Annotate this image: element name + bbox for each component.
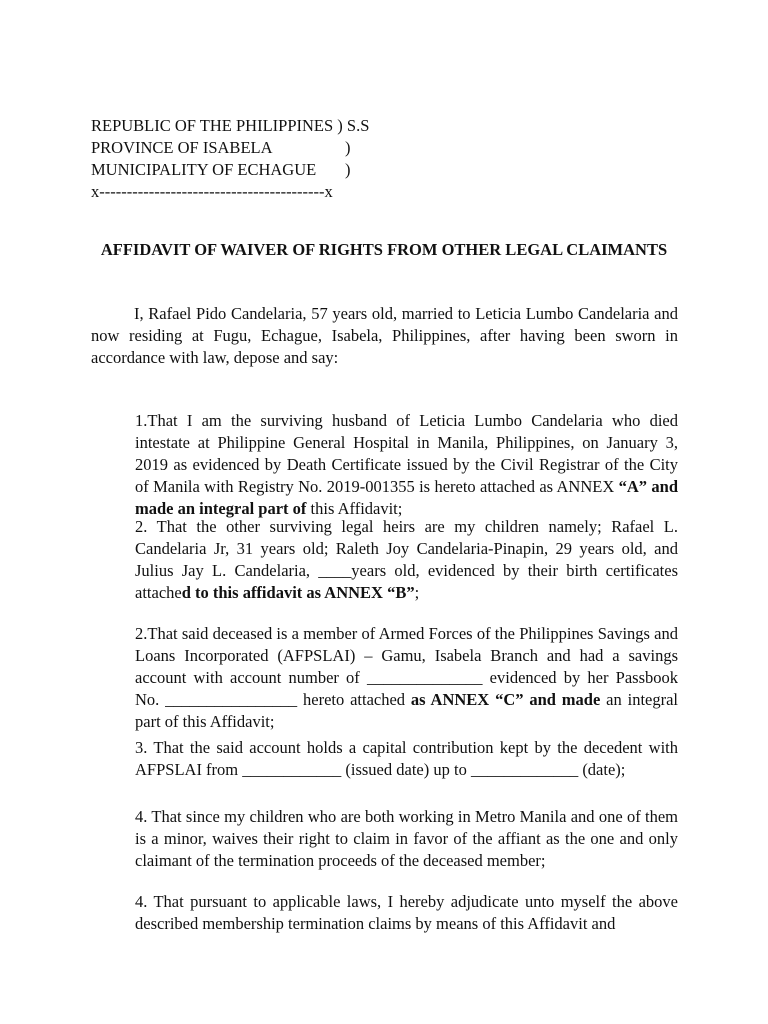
venue-line-municipality: MUNICIPALITY OF ECHAGUE ) <box>91 160 351 179</box>
intro-paragraph: I, Rafael Pido Candelaria, 57 years old, married to Leticia Lumbo Candelaria and now residing at Fugu, Echague, Isabela, Philippines, after having been sworn in accordance with law, depose and say: <box>91 304 678 367</box>
document-title: AFFIDAVIT OF WAIVER OF RIGHTS FROM OTHER LEGAL CLAIMANTS <box>100 240 668 259</box>
paragraph-text: 1.That I am the surviving husband of Leticia Lumbo Candelaria who died intestate at Philippine General Hospital in Manila, Philippines, on January 3, 2019 as evidenced by Death Certificate issued by the Civil Registrar of the City of Manila with Registry No. 2019-001355 is hereto attached as ANNEX <box>135 411 678 496</box>
venue-line-republic: REPUBLIC OF THE PHILIPPINES ) S.S <box>91 116 370 135</box>
paragraph-text: 2.That said deceased is a member of Armed Forces of the Philippines Savings and Loans Incorporated (AFPSLAI) – Gamu, Isabela Branch and had a savings account with account number of ______________ evidenced by her Passbook No. ________________ hereto attached <box>135 624 678 709</box>
paragraph-bold-text: “A” and made an integral part of <box>135 477 678 518</box>
venue-line-province: PROVINCE OF ISABELA ) <box>91 138 351 157</box>
paragraph-adjudication: 4. That pursuant to applicable laws, I hereby adjudicate unto myself the above described membership termination claims by means of this Affidavit and <box>135 892 678 933</box>
paragraph-text: an integral part of this Affidavit; <box>135 690 678 731</box>
paragraph-surviving-husband <box>135 410 678 520</box>
paragraph-legal-heirs <box>135 516 678 604</box>
paragraph-text: this Affidavit; <box>306 499 403 518</box>
paragraph-bold-text: d to this affidavit as ANNEX “B” <box>181 583 415 602</box>
venue-block <box>91 115 369 203</box>
paragraph-afpslai-member <box>135 623 678 733</box>
paragraph-text: ; <box>414 583 420 602</box>
paragraph-capital-contribution: 3. That the said account holds a capital contribution kept by the decedent with AFPSLAI from ____________ (issued date) up to _____________ (date); <box>135 738 678 779</box>
venue-separator: x-----------------------------------------x <box>91 182 333 201</box>
paragraph-text: 2. That the other surviving legal heirs are my children namely; Rafael L. Candelaria Jr, 31 years old; Raleth Joy Candelaria-Pinapin, 29 years old, and Julius Jay L. Candelaria, ____years old, evidenced by their birth certificates attache <box>135 517 678 602</box>
paragraph-waiver: 4. That since my children who are both working in Metro Manila and one of them is a minor, waives their right to claim in favor of the affiant as the one and only claimant of the termination proceeds of the deceased member; <box>135 807 678 870</box>
paragraph-bold-text: as ANNEX “C” and made <box>410 690 601 709</box>
